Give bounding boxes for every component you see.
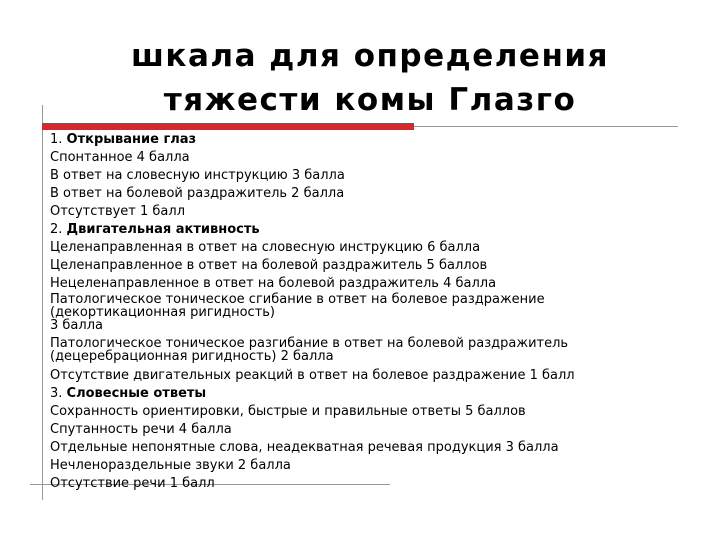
list-item-line: (декортикационная ригидность) bbox=[50, 305, 275, 320]
section-heading-eyes bbox=[50, 131, 690, 149]
slide-title-line1: шкала для определения bbox=[130, 38, 609, 74]
list-item: Спонтанное 4 балла bbox=[50, 150, 190, 165]
list-item: Спутанность речи 4 балла bbox=[50, 422, 232, 437]
list-item-line: Патологическое тоническое разгибание в ответ на болевой раздражитель bbox=[50, 336, 569, 351]
slide-title-line2: тяжести комы Глазго bbox=[163, 82, 577, 118]
section-number: 3. bbox=[50, 386, 63, 401]
section-heading-text: Словесные ответы bbox=[66, 386, 207, 401]
section-number: 1. bbox=[50, 132, 63, 147]
list-item-multiline bbox=[50, 337, 690, 363]
list-item: Целенаправленная в ответ на словесную инструкцию 6 балла bbox=[50, 240, 481, 255]
section-heading-text: Открывание глаз bbox=[66, 132, 197, 147]
decorative-vertical-rule-top bbox=[42, 105, 43, 123]
decorative-horizontal-rule bbox=[414, 126, 678, 127]
section-heading-motor bbox=[50, 221, 690, 239]
list-item-line: Патологическое тоническое сгибание в ответ на болевое раздражение bbox=[50, 292, 545, 307]
list-item-line: 3 балла bbox=[50, 318, 103, 333]
list-item: Сохранность ориентировки, быстрые и правильные ответы 5 баллов bbox=[50, 404, 526, 419]
list-item: Отсутствие речи 1 балл bbox=[50, 476, 215, 491]
list-item: В ответ на словесную инструкцию 3 балла bbox=[50, 168, 345, 183]
list-item: Целенаправленное в ответ на болевой раздражитель 5 баллов bbox=[50, 258, 488, 273]
section-heading-text: Двигательная активность bbox=[66, 222, 260, 237]
list-item-line: (децеребрационная ригидность) 2 балла bbox=[50, 349, 334, 364]
list-item: В ответ на болевой раздражитель 2 балла bbox=[50, 186, 345, 201]
section-number: 2. bbox=[50, 222, 63, 237]
list-item-multiline bbox=[50, 293, 690, 332]
list-item: Отсутствие двигательных реакций в ответ на болевое раздражение 1 балл bbox=[50, 368, 575, 383]
list-item: Отсутствует 1 балл bbox=[50, 204, 186, 219]
section-heading-verbal bbox=[50, 385, 690, 403]
slide-body bbox=[50, 131, 690, 493]
list-item: Нецеленаправленное в ответ на болевой раздражитель 4 балла bbox=[50, 276, 497, 291]
list-item: Нечленораздельные звуки 2 балла bbox=[50, 458, 291, 473]
list-item: Отдельные непонятные слова, неадекватная речевая продукция 3 балла bbox=[50, 440, 559, 455]
decorative-vertical-rule bbox=[42, 130, 43, 500]
accent-bar bbox=[42, 123, 414, 130]
